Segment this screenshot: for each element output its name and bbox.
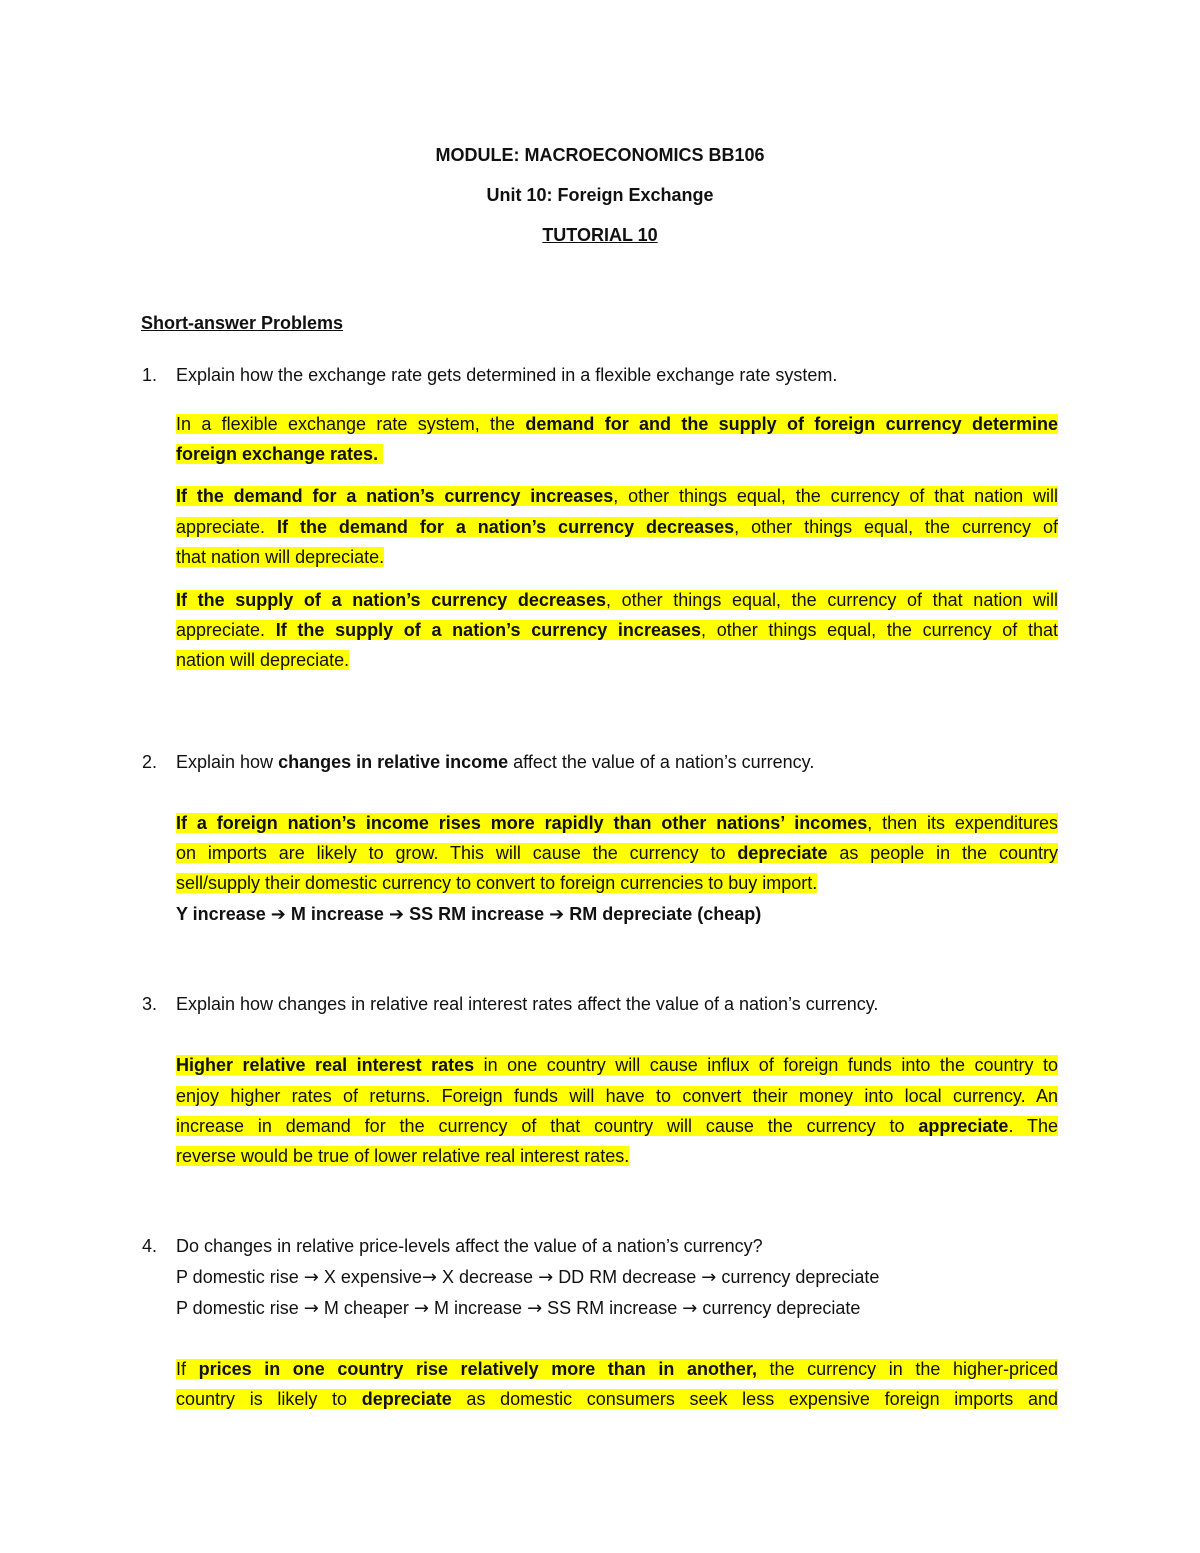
q3-question: Explain how changes in relative real interest rates affect the value of a nation’s currency.	[176, 994, 879, 1014]
arrow-right-icon: →	[303, 1267, 319, 1288]
q1-answer-line-8	[176, 645, 1058, 675]
section-title	[141, 313, 343, 334]
highlight	[176, 1389, 1058, 1409]
q1-answer-line-1	[176, 409, 1058, 439]
bold-text: changes in relative income	[278, 752, 509, 772]
chain-step: P domestic rise	[176, 1267, 299, 1287]
arrow-right-icon: →	[421, 1267, 437, 1288]
bold-text: depreciate	[361, 1389, 452, 1409]
highlight	[176, 517, 1058, 537]
highlight	[176, 486, 1058, 506]
q2-causal-chain	[176, 899, 1058, 930]
text: , other things equal, the currency of that	[701, 620, 1059, 640]
module-title: MODULE: MACROECONOMICS BB106	[435, 145, 765, 165]
unit-title: Unit 10: Foreign Exchange	[486, 185, 714, 205]
bold-text: If the supply of a nation’s currency decreases	[176, 590, 606, 610]
q4-chain-2	[176, 1293, 1058, 1324]
highlight	[176, 414, 1058, 434]
q3-answer-line-2	[176, 1081, 1058, 1111]
chain-step: M increase	[434, 1298, 523, 1318]
q1-answer-line-2	[176, 439, 1058, 469]
text: affect the value of a nation’s currency.	[508, 752, 815, 772]
bold-text: If the supply of a nation’s currency increases	[275, 620, 702, 640]
q2-answer-line-1	[176, 808, 1058, 838]
q1-answer-line-7	[176, 615, 1058, 645]
text: Explain how	[176, 752, 279, 772]
highlight	[176, 1116, 1058, 1136]
chain-step: currency depreciate	[721, 1267, 880, 1287]
chain-step: DD RM decrease	[558, 1267, 697, 1287]
arrow-right-icon: →	[303, 1298, 319, 1319]
arrow-right-icon: →	[538, 1267, 554, 1288]
bold-text: If a foreign nation’s income rises more rapidly than other nations’ incomes	[176, 813, 868, 833]
arrow-right-icon: →	[701, 1267, 717, 1288]
arrow-right-icon: →	[413, 1298, 429, 1319]
text: in one country will cause influx of foreign funds into the country to	[474, 1055, 1058, 1075]
bold-text: depreciate	[737, 843, 828, 863]
chain-step: RM depreciate (cheap)	[569, 904, 762, 924]
highlight	[176, 813, 1058, 833]
q1-answer-line-3	[176, 481, 1058, 511]
text: appreciate.	[176, 620, 276, 640]
tutorial-title	[0, 225, 1200, 246]
chain-step: Y increase	[176, 904, 266, 924]
highlight	[176, 1055, 1058, 1075]
text: , then its expenditures	[867, 813, 1058, 833]
tutorial-title-text: TUTORIAL 10	[542, 225, 658, 245]
q4-chain-1	[176, 1262, 1058, 1293]
chain-step: M cheaper	[323, 1298, 409, 1318]
q2-number: 2.	[142, 752, 158, 772]
q1-answer-line-4	[176, 512, 1058, 542]
chain-step: currency depreciate	[702, 1298, 861, 1318]
chain-step: SS RM increase	[409, 904, 545, 924]
text: the currency in the higher-priced	[756, 1359, 1059, 1379]
bold-text: appreciate	[918, 1116, 1009, 1136]
q3-answer-line-4	[176, 1141, 1058, 1171]
highlight	[176, 444, 383, 464]
q4-number: 4.	[142, 1236, 158, 1256]
bold-text: Higher relative real interest rates	[176, 1055, 475, 1075]
text: country is likely to	[176, 1389, 362, 1409]
q2-answer-line-2	[176, 838, 1058, 868]
text: increase in demand for the currency of that country will cause the currency to	[176, 1116, 919, 1136]
text: as domestic consumers seek less expensive foreign imports and	[451, 1389, 1058, 1409]
arrow-right-icon: →	[682, 1298, 698, 1319]
q3-answer-line-3	[176, 1111, 1058, 1141]
q4-question: Do changes in relative price-levels affect the value of a nation’s currency?	[176, 1236, 763, 1256]
q1-question: Explain how the exchange rate gets determined in a flexible exchange rate system.	[176, 365, 838, 385]
q3-number: 3.	[142, 994, 158, 1014]
arrow-right-icon: ➔	[549, 904, 565, 925]
highlight: enjoy higher rates of returns. Foreign funds will have to convert their money into local currency. An	[176, 1086, 1058, 1106]
chain-step: X expensive	[323, 1267, 422, 1287]
text: If	[176, 1359, 199, 1379]
text: , other things equal, the currency of that nation will	[613, 486, 1058, 506]
text: , other things equal, the currency of that nation will	[605, 590, 1058, 610]
q1-answer-line-5	[176, 542, 1058, 572]
highlight	[176, 843, 1058, 863]
text: appreciate.	[176, 517, 278, 537]
highlight	[176, 1359, 1058, 1379]
highlight: sell/supply their domestic currency to convert to foreign currencies to buy import.	[176, 873, 818, 893]
highlight: that nation will depreciate.	[176, 547, 385, 567]
arrow-right-icon: ➔	[270, 904, 286, 925]
bold-text: If the demand for a nation’s currency increases	[176, 486, 614, 506]
arrow-right-icon: →	[527, 1298, 543, 1319]
bold-text: foreign exchange rates.	[176, 444, 379, 464]
bold-text: demand for and the supply of foreign currency determine	[525, 414, 1059, 434]
text: on imports are likely to grow. This will cause the currency to	[176, 843, 738, 863]
highlight	[176, 620, 1058, 640]
chain-step: SS RM increase	[547, 1298, 678, 1318]
chain-step: P domestic rise	[176, 1298, 299, 1318]
arrow-right-icon: ➔	[388, 904, 405, 925]
text: as people in the country	[827, 843, 1058, 863]
q2-answer-line-3	[176, 868, 1058, 898]
chain-step: X decrease	[442, 1267, 539, 1287]
highlight: reverse would be true of lower relative real interest rates.	[176, 1146, 630, 1166]
bold-text: If the demand for a nation’s currency decreases	[277, 517, 735, 537]
highlight: nation will depreciate.	[176, 650, 350, 670]
q2-question	[176, 752, 814, 773]
highlight	[176, 590, 1058, 610]
text: In a flexible exchange rate system, the	[176, 414, 526, 434]
q1-answer-line-6	[176, 585, 1058, 615]
q4-answer-line-2	[176, 1384, 1058, 1414]
q4-answer-line-1	[176, 1354, 1058, 1384]
text: . The	[1008, 1116, 1058, 1136]
q1-number: 1.	[142, 365, 158, 385]
chain-step: M increase	[290, 904, 384, 924]
bold-text: prices in one country rise relatively more than in another,	[198, 1359, 757, 1379]
text: , other things equal, the currency of	[734, 517, 1058, 537]
section-title-text: Short-answer Problems	[141, 313, 344, 333]
q3-answer-line-1	[176, 1050, 1058, 1080]
